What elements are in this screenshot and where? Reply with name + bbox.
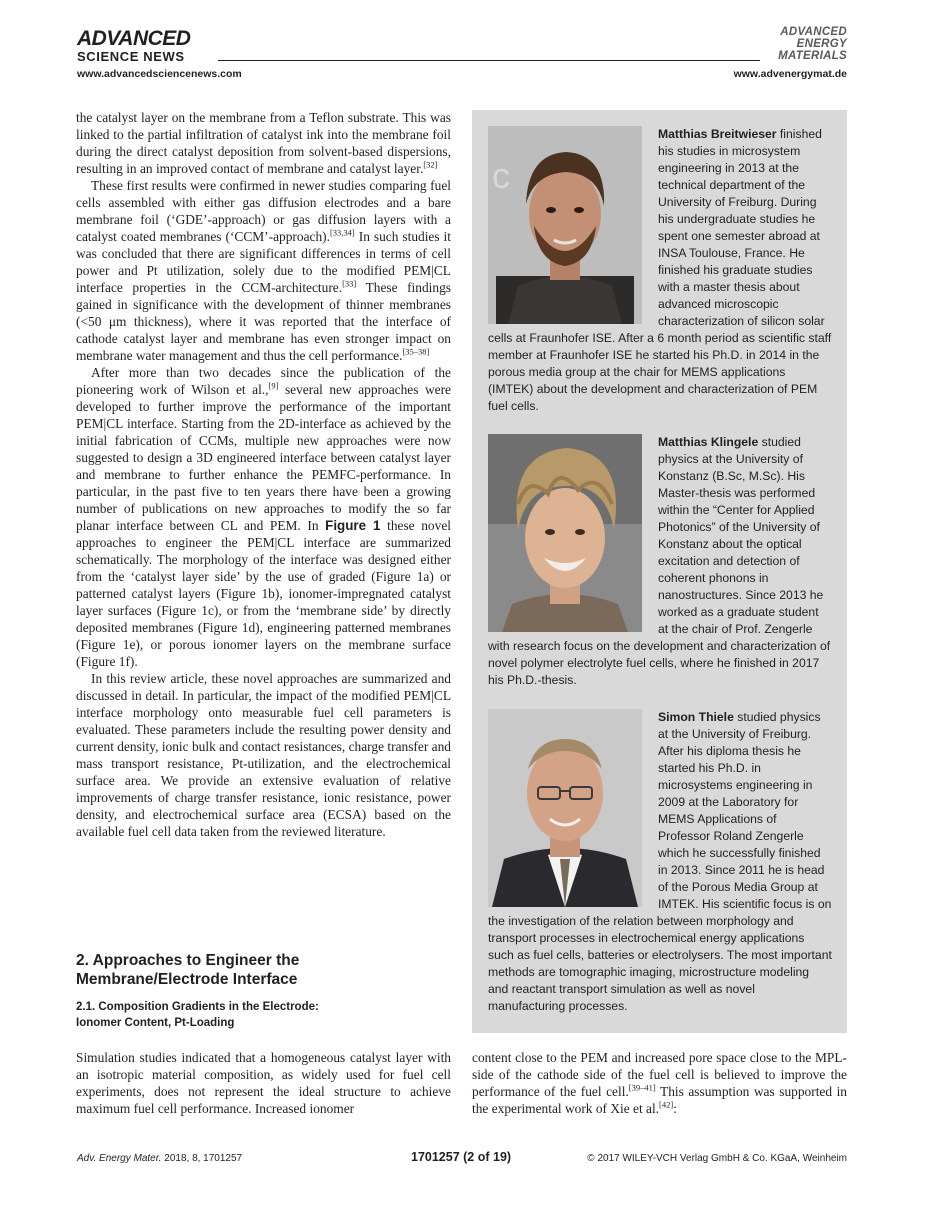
footer-citation: Adv. Energy Mater. 2018, 8, 1701257 (77, 1153, 243, 1164)
logo-advanced-science-news (77, 28, 190, 63)
paragraph-2: These first results were confirmed in newer studies comparing fuel cells assembled with either gas diffusion electrodes and a bare membrane foil (‘GDE’-approach) or gas diffusion layers with a catalyst coated membranes (‘CCM’-approach).[33,34] In such studies it was concluded that there are significant differences in terms of cell power and Pt utilization, solely due to the modified PEM|CL interface properties in the CCM-architecture.[33] These findings gained in significance with the development of thinner membranes (<50 μm thickness), where it was reported that the interface of cathode catalyst layer and membrane has even stronger impact on membrane water management and thus the cell performance.[35–38] (76, 178, 451, 363)
figure-1-ref[interactable]: Figure 1 (325, 518, 381, 533)
footer-copyright: © 2017 WILEY-VCH Verlag GmbH & Co. KGaA, Weinheim (587, 1153, 847, 1164)
url-right[interactable]: www.advenergymat.de (733, 68, 847, 80)
bottom-left-text: Simulation studies indicated that a homogeneous catalyst layer with an isotropic material composition, as widely used for fuel cell experiments, does not represent the ideal structure to achieve maximum fuel cell performance. Increased ionomer (76, 1050, 451, 1116)
subsection-title: 2.1. Composition Gradients in the Electrode: Ionomer Content, Pt-Loading (76, 1001, 319, 1029)
paragraph-3: After more than two decades since the publication of the pioneering work of Wilson et al.,[9] several new approaches were developed to further improve the performance of the important PEM|CL interface. Starting from the 2D-interface as achieved by the initial fabrication of CCMs, multiple new approaches were now suggested to design a 3D engineered interface between catalyst layer and membrane to further enhance the PEMFC-performance. In particular, in the past five to ten years there have been a growing number of publications on new approaches to modify the so far planar interface between CL and PEM. In Figure 1 these novel approaches to engineer the PEM|CL interface are summarized schematically. The morphology of the interface was designed either from the ‘catalyst layer side’ by the use of graded (Figure 1a) or patterned catalyst layers (Figure 1b), ionomer-impregnated catalyst layer surfaces (Figure 1c), or from the ‘membrane side’ by directly deposited membranes (Figure 1d), engineering patterned membranes (Figure 1e), or porous ionomer layers on the membrane surface (Figure 1f). (76, 365, 451, 669)
bio-text-thiele: studied physics at the University of Freiburg. After his diploma thesis he started his Ph.D. in microsystems engineering in 2009 at the Laboratory for MEMS Applications of Professor Roland Zengerle which he successfully finished in 2013. Since 2011 he is head of the Porous Media Group at IMTEK. His scientific focus is on the investigation of the relation between morphology and transport processes in electrochemical energy applications such as fuel cells, batteries or electrolysers. The most important methods are tomographic imaging, microstructure modeling and reactant transport simulation as well as novel manufacturing processes. (488, 710, 832, 1013)
bio-name-thiele: Simon Thiele (658, 710, 734, 724)
paragraph-1: the catalyst layer on the membrane from a Teflon substrate. This was linked to the partial infiltration of catalyst ink into the membrane foil during the direct catalyst deposition from solvent-based dispersions, resulting in an improved contact of membrane and catalyst layer.[32] (76, 110, 451, 176)
author-photo-breitwieser (488, 126, 642, 324)
paragraph-4: In this review article, these novel approaches are summarized and discussed in detail. In particular, the impact of the modified PEM|CL interface morphology onto measurable fuel cell parameters is evaluated. These parameters include the resulting power density and current density, ionic bulk and contact resistances, charge transfer and mass transport resistance, Pt-utilization, and the electrochemical surface area. We provide an extensive evaluation of relative improvements of charge transfer resistance, ionic resistance, power density, and electrochemical surface area (ECSA) based on the available fuel cell data taken from the reviewed literature. (76, 671, 451, 839)
logo-right-line3: MATERIALS (778, 50, 847, 62)
header-rule (218, 60, 760, 61)
bottom-right-text: content close to the PEM and increased pore space close to the MPL-side of the cathode side of the fuel cell is believed to improve the performance of the fuel cell.[39–41] This assumption was supported in the experimental work of Xie et al.[42]: (472, 1050, 847, 1116)
author-photo-klingele (488, 434, 642, 632)
bio-name-klingele: Matthias Klingele (658, 435, 759, 449)
author-photo-thiele (488, 709, 642, 907)
logo-right-line1: ADVANCED (780, 26, 847, 38)
bio-text-breitwieser: finished his studies in microsystem engineering in 2013 at the technical department of the University of Freiburg. During his undergraduate studies he spent one semester abroad at INSA Toulouse, France. He finished his graduate studies with a master thesis about advanced microscopic characterization of silicon solar cells at Fraunhofer ISE. After a 6 month period as scientific staff member at Fraunhofer ISE he started his Ph.D. in 2014 in the porous media group at the chair for MEMS applications (IMTEK) about the development and characterization of PEM fuel cells. (488, 127, 832, 413)
logo-right-line2: ENERGY (796, 38, 847, 50)
url-left[interactable]: www.advancedsciencenews.com (77, 68, 242, 80)
bio-klingele (488, 434, 832, 689)
left-column-text (76, 109, 451, 840)
author-bio-box (472, 110, 847, 1033)
logo-left-line1: ADVANCED (77, 27, 191, 50)
footer-page-number: 1701257 (2 of 19) (411, 1150, 512, 1164)
section-title: 2. Approaches to Engineer the Membrane/Electrode Interface (76, 952, 300, 988)
bio-name-breitwieser: Matthias Breitwieser (658, 127, 777, 141)
logo-advanced-energy-materials (778, 26, 847, 62)
bio-text-klingele: studied physics at the University of Konstanz (B.Sc, M.Sc). His Master-thesis was performed within the “Center for Applied Photonics” of the University of Konstanz about the optical excitation and detection of coherent phonons in nanostructures. Since 2013 he worked as a graduate student at the chair of Prof. Zengerle with research focus on the development and characterization of novel polymer electrolyte fuel cells, where he finished in 2017 his Ph.D.-thesis. (488, 435, 831, 687)
logo-left-line2: SCIENCE NEWS (77, 49, 185, 64)
svg-text:c: c (492, 155, 510, 196)
bio-thiele (488, 709, 832, 1015)
bio-breitwieser (488, 126, 832, 415)
